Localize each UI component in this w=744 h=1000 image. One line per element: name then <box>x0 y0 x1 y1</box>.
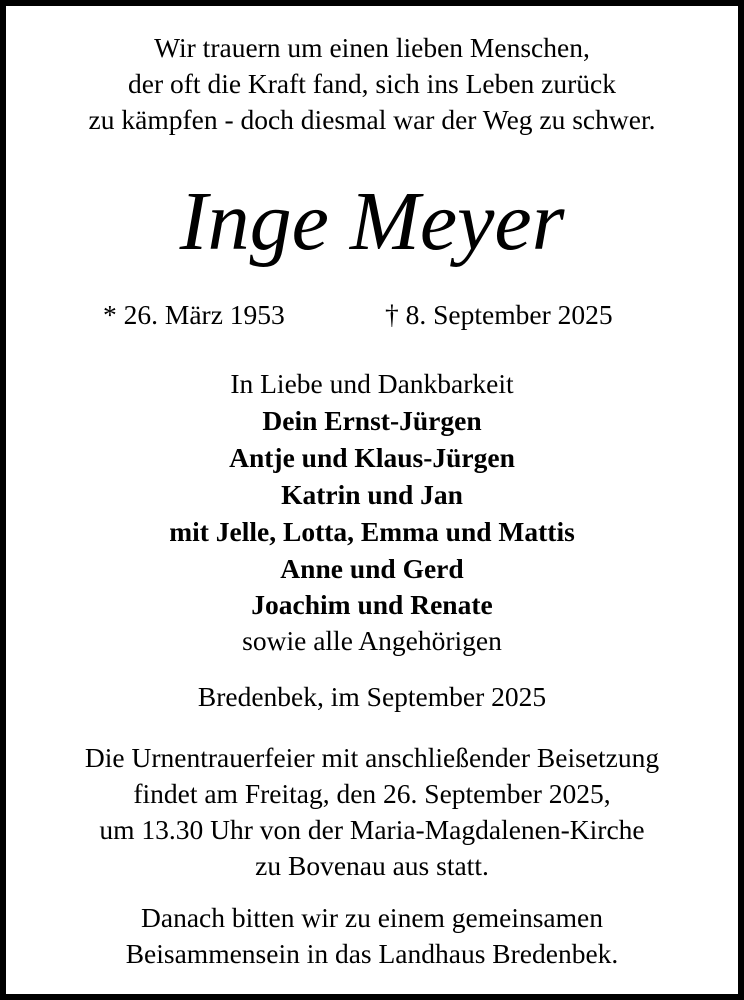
mourners-outro: sowie alle Angehörigen <box>242 625 502 656</box>
place-date: Bredenbek, im September 2025 <box>197 681 547 712</box>
ceremony-line: um 13.30 Uhr von der Maria-Magdalenen-Kirche <box>99 814 645 845</box>
intro-line: zu kämpfen - doch diesmal war der Weg zu schwer. <box>88 104 656 135</box>
intro-line: der oft die Kraft fand, sich ins Leben zurück <box>128 68 616 99</box>
birth-date: * 26. März 1953 <box>103 299 285 330</box>
mourner: Antje und Klaus-Jürgen <box>229 442 515 473</box>
death-date: † 8. September 2025 <box>385 299 613 330</box>
gathering-line: Beisammensein in das Landhaus Bredenbek. <box>125 938 619 969</box>
ceremony-line: zu Bovenau aus statt. <box>255 850 489 881</box>
gathering-line: Danach bitten wir zu einem gemeinsamen <box>141 902 603 933</box>
mourner: Dein Ernst-Jürgen <box>262 405 482 436</box>
intro-line: Wir trauern um einen lieben Menschen, <box>154 32 590 63</box>
mourner: Joachim und Renate <box>251 589 493 620</box>
mourner: Katrin und Jan <box>281 479 463 510</box>
mourner: Anne und Gerd <box>280 553 464 584</box>
deceased-name: Inge Meyer <box>179 175 565 268</box>
mourners-intro: In Liebe und Dankbarkeit <box>230 368 514 399</box>
ceremony-line: Die Urnentrauerfeier mit anschließender Beisetzung <box>84 742 660 773</box>
mourner: mit Jelle, Lotta, Emma und Mattis <box>169 516 575 547</box>
ceremony-line: findet am Freitag, den 26. September 2025, <box>133 778 611 809</box>
